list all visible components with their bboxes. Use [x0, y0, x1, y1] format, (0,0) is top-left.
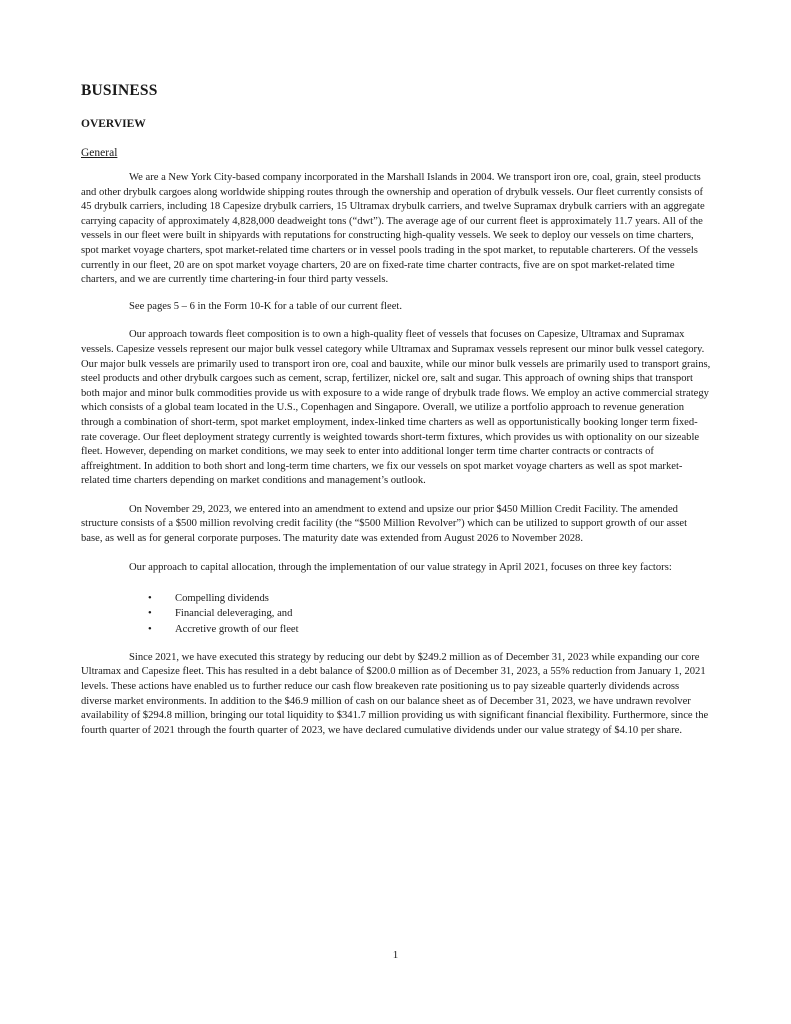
page-number: 1 — [392, 949, 399, 961]
document-title: BUSINESS — [81, 82, 158, 99]
bullet-icon: • — [148, 593, 152, 605]
key-factors-list — [81, 591, 711, 637]
list-item-text: Compelling dividends — [175, 593, 269, 605]
bullet-icon: • — [148, 608, 152, 620]
bullet-icon: • — [148, 623, 152, 635]
list-item-text: Accretive growth of our fleet — [175, 623, 299, 635]
subsection-heading-general: General — [81, 147, 118, 159]
paragraph-credit-facility: On November 29, 2023, we entered into an amendment to extend and upsize our prior $450 Million Credit Facility. The amended structure consists of a $500 million revolving credit facility (the “$500 Million Revolver”) which can be utilized to support growth of our asset base, as well as for general corporate purposes. The maturity date was extended from August 2026 to November 2028. — [81, 503, 688, 545]
list-item — [148, 591, 711, 606]
paragraph-strategy-results: Since 2021, we have executed this strategy by reducing our debt by $249.2 million as of December 31, 2023 while expanding our core Ultramax and Capesize fleet. This has resulted in a debt balance of $200.0 million as of December 31, 2023, a 55% reduction from January 1, 2021 levels. These actions have enabled us to further reduce our cash flow breakeven rate positioning us to pay sizeable quarterly dividends across diverse market environments. In addition to the $46.9 million of cash on our balance sheet as of December 31, 2023, we have undrawn revolver availability of $294.8 million, bringing our total liquidity to $341.7 million providing us with significant financial flexibility. Furthermore, since the fourth quarter of 2021 through the fourth quarter of 2023, we have declared cumulative dividends under our value strategy of $4.10 per share. — [81, 651, 709, 736]
document-page — [81, 82, 711, 738]
paragraph-fleet-composition: Our approach towards fleet composition is to own a high-quality fleet of vessels that focuses on Capesize, Ultramax and Supramax vessels. Capesize vessels represent our major bulk vessel category while Ultramax and Supramax vessels represent our minor bulk vessel category. Our major bulk vessels are primarily used to transport iron ore, coal and bauxite, while our minor bulk vessels are primarily used to transport grains, steel products and other drybulk cargoes such as cement, scrap, fertilizer, nickel ore, salt and sugar. This approach of owning ships that transport both major and minor bulk commodities provide us with exposure to a wide range of drybulk trade flows. We employ an active commercial strategy which consists of a global team located in the U.S., Copenhagen and Singapore. Overall, we utilize a portfolio approach to revenue generation through a combination of short-term, spot market employment, index-linked time charters as well as opportunistically booking longer term fixed-rate coverage. Our fleet deployment strategy currently is weighted towards short-term fixtures, which provides us with optionality on our sizeable fleet. However, depending on market conditions, we may seek to enter into additional longer term time charter contracts or contracts of affreightment. In addition to both short and long-term time charters, we fix our vessels on spot market voyage charters as well as spot market-related time charters depending on market conditions and management’s outlook. — [81, 329, 711, 487]
paragraph-fleet-table-reference: See pages 5 – 6 in the Form 10-K for a table of our current fleet. — [129, 300, 402, 312]
list-item — [148, 606, 711, 621]
paragraph-capital-allocation: Our approach to capital allocation, through the implementation of our value strategy in April 2021, focuses on three key factors: — [129, 561, 672, 573]
list-item-text: Financial deleveraging, and — [175, 608, 293, 620]
list-item — [148, 622, 711, 637]
paragraph-company-overview: We are a New York City-based company incorporated in the Marshall Islands in 2004. We transport iron ore, coal, grain, steel products and other drybulk cargoes along worldwide shipping routes through the ownership and operation of drybulk vessels. Our fleet currently consists of 45 drybulk carriers, including 18 Capesize drybulk carriers, 15 Ultramax drybulk carriers, and twelve Supramax drybulk carriers with an aggregate carrying capacity of approximately 4,828,000 deadweight tons (“dwt”). The average age of our current fleet is approximately 11.7 years. All of the vessels in our fleet were built in shipyards with reputations for constructing high-quality vessels. We seek to deploy our vessels on time charters, spot market voyage charters, spot market-related time charters or in vessel pools trading in the spot market, to reputable charterers. Of the vessels currently in our fleet, 20 are on spot market voyage charters, 20 are on fixed-rate time charter contracts, five are on spot market-related time charters, and we are currently time chartering-in four third party vessels. — [81, 172, 705, 286]
section-title-overview: OVERVIEW — [81, 118, 146, 130]
